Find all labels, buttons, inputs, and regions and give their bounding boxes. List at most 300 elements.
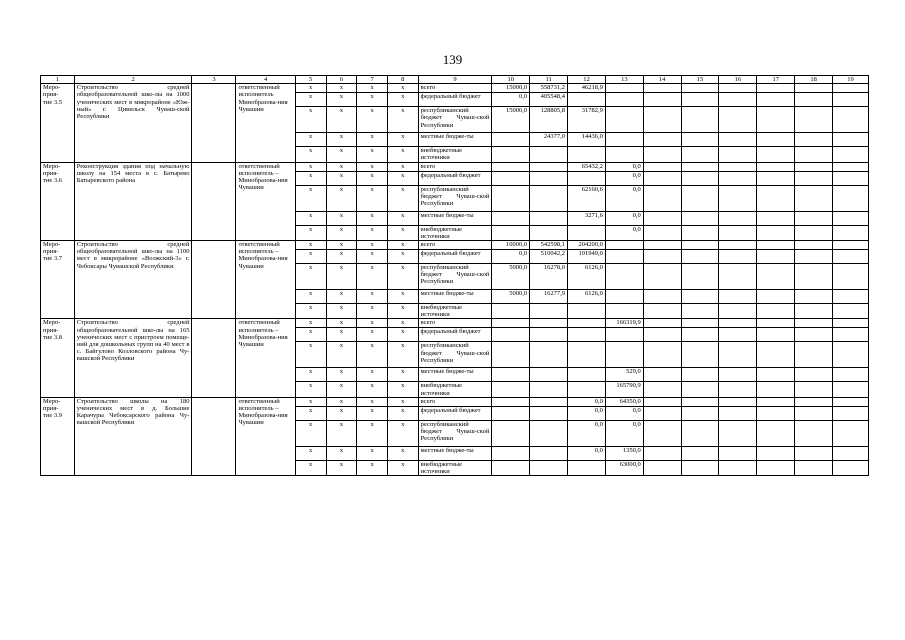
code-cell: x	[387, 342, 418, 368]
amount-cell	[681, 171, 719, 185]
amount-cell	[719, 107, 757, 133]
amount-cell	[605, 264, 643, 290]
code-cell: x	[326, 319, 357, 328]
measure-title: Строительство средней общеобразовательной шко-лы на 165 ученических мест с пристроем помеще-ний для дошкольных групп на 40 мест в с. Байгулово Козловского района Чу-вашской Республики	[74, 319, 192, 397]
amount-cell	[719, 342, 757, 368]
amount-cell	[757, 211, 795, 225]
code-cell: x	[387, 304, 418, 319]
amount-cell	[492, 162, 530, 171]
code-cell: x	[357, 304, 388, 319]
amount-cell	[643, 147, 681, 162]
amount-cell	[757, 162, 795, 171]
amount-cell	[833, 211, 869, 225]
amount-cell	[643, 241, 681, 250]
amount-cell	[681, 225, 719, 240]
amount-cell	[643, 368, 681, 382]
amount-cell	[605, 250, 643, 264]
measure-label: Меро- прия- тие 3.7	[41, 241, 75, 319]
amount-cell	[492, 171, 530, 185]
funding-source: местные бюдже-ты	[418, 368, 492, 382]
amount-cell: 14436,0	[568, 133, 606, 147]
amount-cell	[757, 420, 795, 446]
amount-cell	[833, 460, 869, 475]
amount-cell: 10000,0	[492, 241, 530, 250]
amount-cell	[719, 162, 757, 171]
amount-cell: 6126,0	[568, 264, 606, 290]
amount-cell: 204200,0	[568, 241, 606, 250]
amount-cell	[681, 241, 719, 250]
amount-cell	[757, 171, 795, 185]
amount-cell	[757, 342, 795, 368]
funding-source: республиканский бюджет Чуваш-ской Республики	[418, 107, 492, 133]
amount-cell	[643, 319, 681, 328]
code-cell: x	[357, 264, 388, 290]
amount-cell	[833, 241, 869, 250]
amount-cell	[681, 290, 719, 304]
funding-source: республиканский бюджет Чуваш-ской Республики	[418, 342, 492, 368]
budget-table	[40, 75, 869, 476]
code-cell: x	[295, 225, 326, 240]
executor: ответственный исполнитель – Минобразова-ния Чувашии	[236, 162, 295, 240]
amount-cell: 0,0	[605, 406, 643, 420]
code-cell: x	[295, 420, 326, 446]
amount-cell	[492, 420, 530, 446]
amount-cell	[681, 211, 719, 225]
amount-cell	[757, 147, 795, 162]
code-cell: x	[357, 185, 388, 211]
amount-cell	[681, 328, 719, 342]
code-cell: x	[326, 250, 357, 264]
amount-cell	[492, 319, 530, 328]
funding-source: местные бюдже-ты	[418, 211, 492, 225]
amount-cell	[757, 185, 795, 211]
amount-cell	[719, 84, 757, 93]
amount-cell	[833, 171, 869, 185]
code-cell: x	[326, 93, 357, 107]
amount-cell	[643, 382, 681, 397]
funding-source: местные бюдже-ты	[418, 133, 492, 147]
code-cell: x	[357, 171, 388, 185]
amount-cell	[568, 328, 606, 342]
amount-cell	[795, 328, 833, 342]
code-cell: x	[387, 328, 418, 342]
amount-cell: 558731,2	[530, 84, 568, 93]
funding-source: федеральный бюджет	[418, 93, 492, 107]
amount-cell	[719, 171, 757, 185]
code-cell: x	[387, 460, 418, 475]
amount-cell	[795, 133, 833, 147]
amount-cell	[795, 460, 833, 475]
amount-cell	[530, 420, 568, 446]
amount-cell	[833, 319, 869, 328]
amount-cell	[719, 446, 757, 460]
code-cell: x	[387, 84, 418, 93]
amount-cell	[795, 342, 833, 368]
amount-cell: 6126,0	[568, 290, 606, 304]
amount-cell	[719, 406, 757, 420]
amount-cell	[719, 185, 757, 211]
amount-cell	[719, 382, 757, 397]
amount-cell: 405548,4	[530, 93, 568, 107]
amount-cell	[605, 84, 643, 93]
amount-cell	[643, 107, 681, 133]
amount-cell: 0,0	[605, 185, 643, 211]
amount-cell	[795, 446, 833, 460]
amount-cell	[568, 368, 606, 382]
amount-cell	[719, 328, 757, 342]
amount-cell	[757, 406, 795, 420]
amount-cell	[643, 397, 681, 406]
amount-cell	[681, 406, 719, 420]
amount-cell	[833, 446, 869, 460]
amount-cell	[795, 211, 833, 225]
funding-source: федеральный бюджет	[418, 406, 492, 420]
amount-cell: 542598,1	[530, 241, 568, 250]
code-cell: x	[357, 225, 388, 240]
funding-source: республиканский бюджет Чуваш-ской Республики	[418, 264, 492, 290]
amount-cell	[681, 304, 719, 319]
code-cell: x	[357, 84, 388, 93]
amount-cell: 16277,9	[530, 290, 568, 304]
amount-cell	[681, 162, 719, 171]
amount-cell	[492, 328, 530, 342]
amount-cell	[681, 319, 719, 328]
amount-cell	[719, 225, 757, 240]
amount-cell	[492, 446, 530, 460]
amount-cell: 65432,2	[568, 162, 606, 171]
amount-cell	[568, 225, 606, 240]
amount-cell	[833, 304, 869, 319]
amount-cell	[681, 382, 719, 397]
amount-cell: 15000,0	[492, 84, 530, 93]
table-row	[41, 84, 869, 93]
code-cell: x	[357, 93, 388, 107]
amount-cell	[605, 107, 643, 133]
amount-cell	[757, 225, 795, 240]
amount-cell: 0,0	[605, 211, 643, 225]
amount-cell	[833, 382, 869, 397]
code-cell: x	[387, 93, 418, 107]
funding-source: федеральный бюджет	[418, 328, 492, 342]
amount-cell	[757, 264, 795, 290]
amount-cell	[833, 107, 869, 133]
amount-cell	[643, 342, 681, 368]
code-cell: x	[326, 368, 357, 382]
executor: ответственный исполнитель – Минобразова-ния Чувашии	[236, 397, 295, 475]
code-cell: x	[357, 162, 388, 171]
code-cell: x	[295, 250, 326, 264]
amount-cell	[719, 460, 757, 475]
code-cell: x	[387, 185, 418, 211]
amount-cell	[833, 406, 869, 420]
amount-cell: 16278,0	[530, 264, 568, 290]
amount-cell: 5000,0	[492, 264, 530, 290]
amount-cell: 165790,9	[605, 382, 643, 397]
code-cell: x	[357, 107, 388, 133]
amount-cell	[833, 342, 869, 368]
code-cell: x	[387, 241, 418, 250]
amount-cell	[833, 147, 869, 162]
code-cell: x	[295, 304, 326, 319]
code-cell: x	[295, 290, 326, 304]
code-cell: x	[387, 397, 418, 406]
amount-cell	[492, 147, 530, 162]
amount-cell	[833, 397, 869, 406]
code-cell: x	[357, 382, 388, 397]
amount-cell	[719, 368, 757, 382]
code-cell: x	[387, 250, 418, 264]
amount-cell	[833, 264, 869, 290]
code-cell: x	[295, 264, 326, 290]
amount-cell	[833, 250, 869, 264]
amount-cell	[492, 460, 530, 475]
code-cell: x	[295, 328, 326, 342]
amount-cell	[643, 264, 681, 290]
amount-cell	[795, 250, 833, 264]
amount-cell	[757, 250, 795, 264]
amount-cell	[795, 162, 833, 171]
amount-cell	[757, 319, 795, 328]
amount-cell	[757, 93, 795, 107]
amount-cell	[681, 147, 719, 162]
amount-cell	[681, 133, 719, 147]
code-cell: x	[387, 147, 418, 162]
amount-cell	[757, 304, 795, 319]
column-number: 19	[833, 76, 869, 84]
amount-cell	[492, 368, 530, 382]
amount-cell	[492, 382, 530, 397]
funding-source: внебюджетные источники	[418, 304, 492, 319]
code-cell: x	[387, 133, 418, 147]
amount-cell	[568, 147, 606, 162]
amount-cell	[643, 328, 681, 342]
table-row	[41, 162, 869, 171]
amount-cell	[795, 319, 833, 328]
page-number: 139	[442, 52, 463, 67]
funding-source: внебюджетные источники	[418, 460, 492, 475]
code-cell: x	[387, 171, 418, 185]
code-cell: x	[326, 147, 357, 162]
code-cell: x	[357, 368, 388, 382]
amount-cell: 62160,6	[568, 185, 606, 211]
measure-title: Строительство школы на 180 ученических мест в д. Большие Карачуры Чебоксарского района Чу-вашской Республики	[74, 397, 192, 475]
amount-cell	[530, 342, 568, 368]
amount-cell	[530, 162, 568, 171]
amount-cell	[757, 241, 795, 250]
measure-label: Меро- прия- тие 3.5	[41, 84, 75, 162]
code-cell: x	[326, 304, 357, 319]
amount-cell	[643, 420, 681, 446]
code-cell: x	[295, 171, 326, 185]
code-cell: x	[387, 368, 418, 382]
amount-cell	[643, 446, 681, 460]
amount-cell	[795, 420, 833, 446]
column-number: 2	[74, 76, 192, 84]
amount-cell	[605, 133, 643, 147]
amount-cell	[719, 211, 757, 225]
column-number: 1	[41, 76, 75, 84]
amount-cell	[757, 290, 795, 304]
amount-cell	[492, 406, 530, 420]
amount-cell	[643, 162, 681, 171]
funding-source: федеральный бюджет	[418, 250, 492, 264]
amount-cell	[795, 406, 833, 420]
code-cell: x	[357, 241, 388, 250]
code-cell: x	[357, 319, 388, 328]
amount-cell: 0,0	[492, 250, 530, 264]
amount-cell	[681, 264, 719, 290]
amount-cell: 31782,9	[568, 107, 606, 133]
column-number: 16	[719, 76, 757, 84]
code-cell: x	[295, 84, 326, 93]
column-3-cell	[192, 162, 236, 240]
code-cell: x	[326, 107, 357, 133]
amount-cell	[757, 107, 795, 133]
code-cell: x	[326, 264, 357, 290]
amount-cell: 529,0	[605, 368, 643, 382]
amount-cell	[492, 211, 530, 225]
code-cell: x	[326, 133, 357, 147]
executor: ответственный исполнитель Минобразова-ния Чувашии	[236, 84, 295, 162]
amount-cell	[643, 460, 681, 475]
amount-cell: 0,0	[605, 420, 643, 446]
amount-cell	[681, 93, 719, 107]
code-cell: x	[387, 225, 418, 240]
amount-cell	[530, 225, 568, 240]
amount-cell	[719, 319, 757, 328]
executor: ответственный исполнитель – Минобразова-ния Чувашии	[236, 319, 295, 397]
code-cell: x	[326, 397, 357, 406]
amount-cell: 166319,9	[605, 319, 643, 328]
column-3-cell	[192, 319, 236, 397]
code-cell: x	[326, 406, 357, 420]
code-cell: x	[326, 328, 357, 342]
amount-cell	[643, 133, 681, 147]
amount-cell	[530, 147, 568, 162]
amount-cell	[605, 328, 643, 342]
code-cell: x	[295, 133, 326, 147]
amount-cell	[795, 264, 833, 290]
amount-cell	[833, 328, 869, 342]
amount-cell	[795, 93, 833, 107]
table-row	[41, 397, 869, 406]
amount-cell	[643, 290, 681, 304]
amount-cell	[681, 446, 719, 460]
amount-cell	[795, 382, 833, 397]
amount-cell	[643, 250, 681, 264]
amount-cell	[795, 225, 833, 240]
code-cell: x	[295, 241, 326, 250]
amount-cell	[757, 328, 795, 342]
measure-label: Меро- прия- тие 3.9	[41, 397, 75, 475]
funding-source: всего	[418, 241, 492, 250]
amount-cell	[719, 304, 757, 319]
amount-cell	[530, 328, 568, 342]
amount-cell	[568, 171, 606, 185]
code-cell: x	[387, 446, 418, 460]
amount-cell	[681, 397, 719, 406]
amount-cell	[833, 162, 869, 171]
measure-title: Строительство средней общеобразовательной шко-лы на 1100 мест в микрорайоне «Волжский-3» г. Чебоксары Чувашской Республики	[74, 241, 192, 319]
funding-source: местные бюдже-ты	[418, 290, 492, 304]
amount-cell	[492, 225, 530, 240]
code-cell: x	[387, 211, 418, 225]
code-cell: x	[295, 93, 326, 107]
amount-cell: 1350,0	[605, 446, 643, 460]
amount-cell	[530, 460, 568, 475]
funding-source: внебюджетные источники	[418, 225, 492, 240]
amount-cell	[719, 290, 757, 304]
code-cell: x	[357, 406, 388, 420]
column-number: 13	[605, 76, 643, 84]
column-number: 8	[387, 76, 418, 84]
amount-cell	[643, 304, 681, 319]
amount-cell	[643, 406, 681, 420]
column-number-row	[41, 76, 869, 84]
code-cell: x	[295, 368, 326, 382]
amount-cell: 0,0	[568, 446, 606, 460]
code-cell: x	[357, 446, 388, 460]
amount-cell	[681, 185, 719, 211]
amount-cell	[530, 171, 568, 185]
amount-cell	[795, 171, 833, 185]
code-cell: x	[326, 225, 357, 240]
amount-cell	[833, 93, 869, 107]
amount-cell	[795, 107, 833, 133]
amount-cell	[530, 211, 568, 225]
code-cell: x	[295, 211, 326, 225]
funding-source: местные бюдже-ты	[418, 446, 492, 460]
code-cell: x	[326, 211, 357, 225]
amount-cell	[719, 250, 757, 264]
measure-label: Меро- прия- тие 3.6	[41, 162, 75, 240]
amount-cell	[833, 84, 869, 93]
amount-cell	[719, 420, 757, 446]
column-number: 14	[643, 76, 681, 84]
amount-cell	[605, 342, 643, 368]
code-cell: x	[357, 328, 388, 342]
amount-cell	[719, 93, 757, 107]
code-cell: x	[295, 446, 326, 460]
amount-cell	[492, 397, 530, 406]
column-number: 5	[295, 76, 326, 84]
column-number: 9	[418, 76, 492, 84]
amount-cell	[757, 397, 795, 406]
code-cell: x	[295, 107, 326, 133]
amount-cell: 24377,0	[530, 133, 568, 147]
column-number: 6	[326, 76, 357, 84]
code-cell: x	[326, 290, 357, 304]
amount-cell	[492, 304, 530, 319]
column-number: 7	[357, 76, 388, 84]
amount-cell: 63000,0	[605, 460, 643, 475]
amount-cell	[833, 185, 869, 211]
amount-cell	[530, 185, 568, 211]
amount-cell	[568, 93, 606, 107]
amount-cell	[530, 397, 568, 406]
amount-cell	[643, 211, 681, 225]
funding-source: всего	[418, 319, 492, 328]
amount-cell	[795, 147, 833, 162]
code-cell: x	[326, 171, 357, 185]
measure-title: Реконструкция здания под начальную школу на 154 места в с. Батырево Батыревского района	[74, 162, 192, 240]
column-number: 3	[192, 76, 236, 84]
code-cell: x	[387, 420, 418, 446]
code-cell: x	[326, 185, 357, 211]
code-cell: x	[295, 162, 326, 171]
code-cell: x	[326, 342, 357, 368]
code-cell: x	[295, 319, 326, 328]
